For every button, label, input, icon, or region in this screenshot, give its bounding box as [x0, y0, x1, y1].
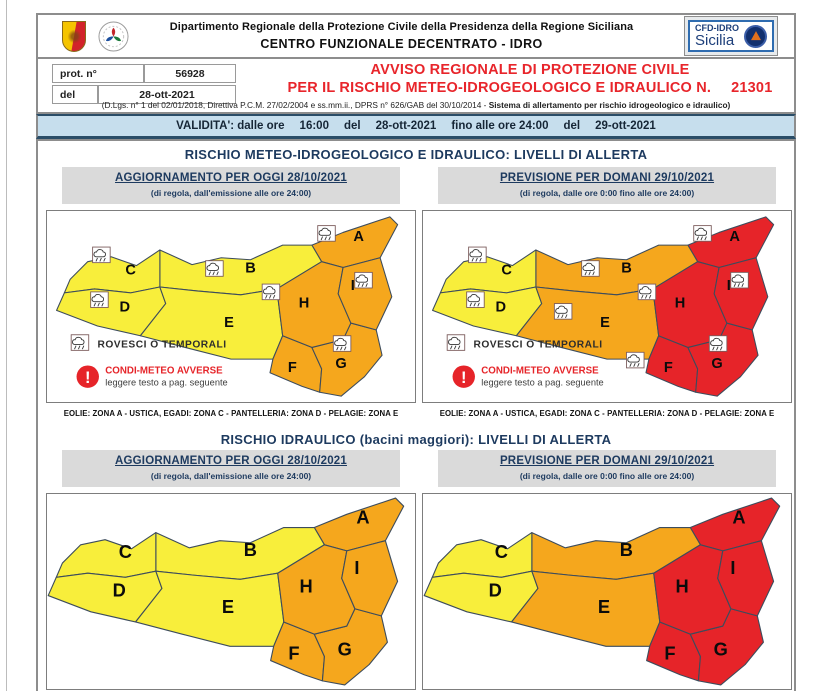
map-zone-C	[432, 533, 532, 578]
zone-label-H: H	[298, 295, 310, 312]
map-meteo-domani	[422, 210, 792, 403]
zone-label-C: C	[501, 262, 512, 279]
islands-caption-right: EOLIE: ZONA A - USTICA, EGADI: ZONA C - PANTELLERIA: ZONA D - PELAGIE: ZONA E	[439, 409, 775, 418]
zone-label-B: B	[619, 538, 633, 560]
zone-label-I: I	[350, 277, 355, 294]
panel-header-meteo-oggi: AGGIORNAMENTO PER OGGI 28/10/2021 (di regola, dall'emissione alle ore 24:00)	[62, 167, 400, 204]
storm-icon	[582, 261, 600, 277]
cfd-idro-emblem-icon	[744, 25, 767, 48]
storm-icon	[467, 292, 485, 308]
storm-icon	[206, 261, 224, 277]
header-logos	[62, 21, 129, 52]
zone-label-D: D	[112, 579, 126, 601]
panel-header-idraulico-domani: PREVISIONE PER DOMANI 29/10/2021 (di regola, dalle ore 0:00 fino alle ore 24:00)	[438, 450, 776, 487]
storm-icon	[93, 247, 111, 263]
zone-label-B: B	[245, 260, 256, 277]
zone-label-A: A	[353, 229, 364, 246]
alert-levels-content	[36, 139, 796, 691]
validity-date-to: 29-ott-2021	[595, 120, 656, 132]
center-name: CENTRO FUNZIONALE DECENTRATO - IDRO	[260, 37, 543, 51]
document-title-line2: PER IL RISCHIO METEO-IDROGEOLOGICO E IDRAULICO N. 21301	[287, 80, 773, 96]
panel-meteo-oggi	[46, 167, 416, 418]
zone-label-A: A	[732, 506, 746, 528]
validity-bar	[36, 114, 796, 139]
exclamation-icon	[453, 365, 475, 387]
storm-icon	[262, 284, 280, 300]
protocol-number-label: prot. n°	[52, 64, 144, 83]
storm-icon	[626, 352, 644, 368]
zone-label-H: H	[675, 575, 689, 597]
legal-citation: (D.Lgs. n° 1 del 02/01/2018, Direttiva P.C.M. 27/02/2004 e ss.mm.ii., DPRS n° 626/GAB del 30/10/2014 - Sistema di allertamento per rischio idrogeologico e idraulico)	[101, 100, 731, 110]
zone-label-H: H	[674, 295, 686, 312]
cfd-idro-badge	[684, 16, 778, 56]
avviso-number: 21301	[731, 80, 773, 96]
document-title-line1: AVVISO REGIONALE DI PROTEZIONE CIVILE	[370, 62, 690, 78]
legend-adverse-label: CONDI-METEO AVVERSE	[481, 365, 599, 377]
panel-idraulico-oggi	[46, 450, 416, 690]
protocol-number-value: 56928	[144, 64, 236, 83]
exclamation-icon	[77, 365, 99, 387]
islands-caption-left: EOLIE: ZONA A - USTICA, EGADI: ZONA C - PANTELLERIA: ZONA D - PELAGIE: ZONA E	[63, 409, 399, 418]
zone-label-E: E	[224, 314, 234, 331]
storm-icon	[469, 247, 487, 263]
zone-label-D: D	[495, 299, 507, 316]
protocol-title-box	[36, 59, 796, 114]
validity-until-label: fino alle ore 24:00	[451, 120, 549, 132]
map-zone-C	[64, 250, 160, 293]
zone-label-C: C	[118, 540, 132, 562]
svg-text:!: !	[460, 367, 467, 387]
storm-icon	[709, 336, 727, 352]
zone-label-D: D	[119, 299, 131, 316]
legend-adverse-label: CONDI-METEO AVVERSE	[105, 365, 223, 377]
zone-label-H: H	[299, 575, 313, 597]
zone-label-I: I	[354, 557, 360, 579]
map-zone-C	[440, 250, 536, 293]
validity-label: VALIDITA': dalle ore	[176, 120, 285, 132]
storm-icon	[731, 272, 749, 288]
section-idraulico-title: RISCHIO IDRAULICO (bacini maggiori): LIVELLI DI ALLERTA	[220, 432, 612, 447]
zone-label-B: B	[621, 260, 632, 277]
protocol-date-value: 28-ott-2021	[98, 85, 236, 104]
panel-idraulico-domani	[422, 450, 792, 690]
department-name: Dipartimento Regionale della Protezione Civile della Presidenza della Regione Siciliana	[169, 21, 634, 33]
svg-text:!: !	[84, 367, 91, 387]
zone-label-I: I	[726, 277, 731, 294]
storm-icon	[333, 336, 351, 352]
zone-label-G: G	[713, 638, 728, 660]
zone-label-E: E	[600, 314, 610, 331]
zone-label-F: F	[663, 359, 673, 376]
storm-icon	[91, 292, 109, 308]
validity-del-2: del	[563, 120, 581, 132]
storm-icon	[638, 284, 656, 300]
badge-top-label: CFD-IDRO	[695, 23, 739, 33]
zone-label-C: C	[125, 262, 136, 279]
zone-label-A: A	[356, 506, 370, 528]
document-header	[36, 13, 796, 59]
validity-time-from: 16:00	[299, 120, 329, 132]
panel-meteo-domani	[422, 167, 792, 418]
zone-label-G: G	[337, 638, 352, 660]
zone-label-I: I	[730, 557, 736, 579]
zone-label-A: A	[729, 229, 740, 246]
map-idraulico-domani	[422, 493, 792, 690]
zone-label-F: F	[664, 642, 676, 664]
zone-label-E: E	[221, 595, 235, 617]
badge-bottom-label: Sicilia	[695, 32, 735, 49]
storm-icon	[554, 304, 572, 320]
storm-icon	[694, 226, 712, 242]
protezione-civile-logo-icon	[98, 21, 129, 52]
zone-label-D: D	[488, 579, 502, 601]
legend-storm-label: ROVESCI O TEMPORALI	[473, 339, 603, 351]
legend-adverse-sub: leggere testo a pag. seguente	[481, 377, 604, 388]
map-idraulico-oggi	[46, 493, 416, 690]
validity-del-1: del	[343, 120, 361, 132]
panel-header-meteo-domani: PREVISIONE PER DOMANI 29/10/2021 (di regola, dalle ore 0:00 fino alle ore 24:00)	[438, 167, 776, 204]
zone-label-F: F	[288, 642, 300, 664]
zone-label-E: E	[597, 595, 611, 617]
storm-icon	[318, 226, 336, 242]
section-meteo-title: RISCHIO METEO-IDROGEOLOGICO E IDRAULICO: LIVELLI DI ALLERTA	[184, 147, 648, 162]
scan-edge-line	[6, 0, 7, 691]
zone-label-C: C	[494, 540, 508, 562]
zone-label-G: G	[335, 355, 347, 372]
legend-storm-label: ROVESCI O TEMPORALI	[97, 339, 227, 351]
zone-label-F: F	[287, 359, 297, 376]
header-titles	[129, 21, 684, 51]
zone-label-B: B	[243, 538, 257, 560]
zone-label-G: G	[711, 355, 723, 372]
legend-adverse-sub: leggere testo a pag. seguente	[105, 377, 228, 388]
document-title	[250, 62, 810, 96]
storm-icon	[355, 272, 373, 288]
map-zone-C	[56, 533, 156, 578]
storm-icon	[447, 335, 465, 351]
validity-date-from: 28-ott-2021	[375, 120, 437, 132]
protocol-date-label: del	[52, 85, 98, 104]
panel-header-idraulico-oggi: AGGIORNAMENTO PER OGGI 28/10/2021 (di regola, dall'emissione alle ore 24:00)	[62, 450, 400, 487]
map-meteo-oggi	[46, 210, 416, 403]
storm-icon	[71, 335, 89, 351]
sicily-coat-of-arms-icon	[62, 21, 86, 52]
